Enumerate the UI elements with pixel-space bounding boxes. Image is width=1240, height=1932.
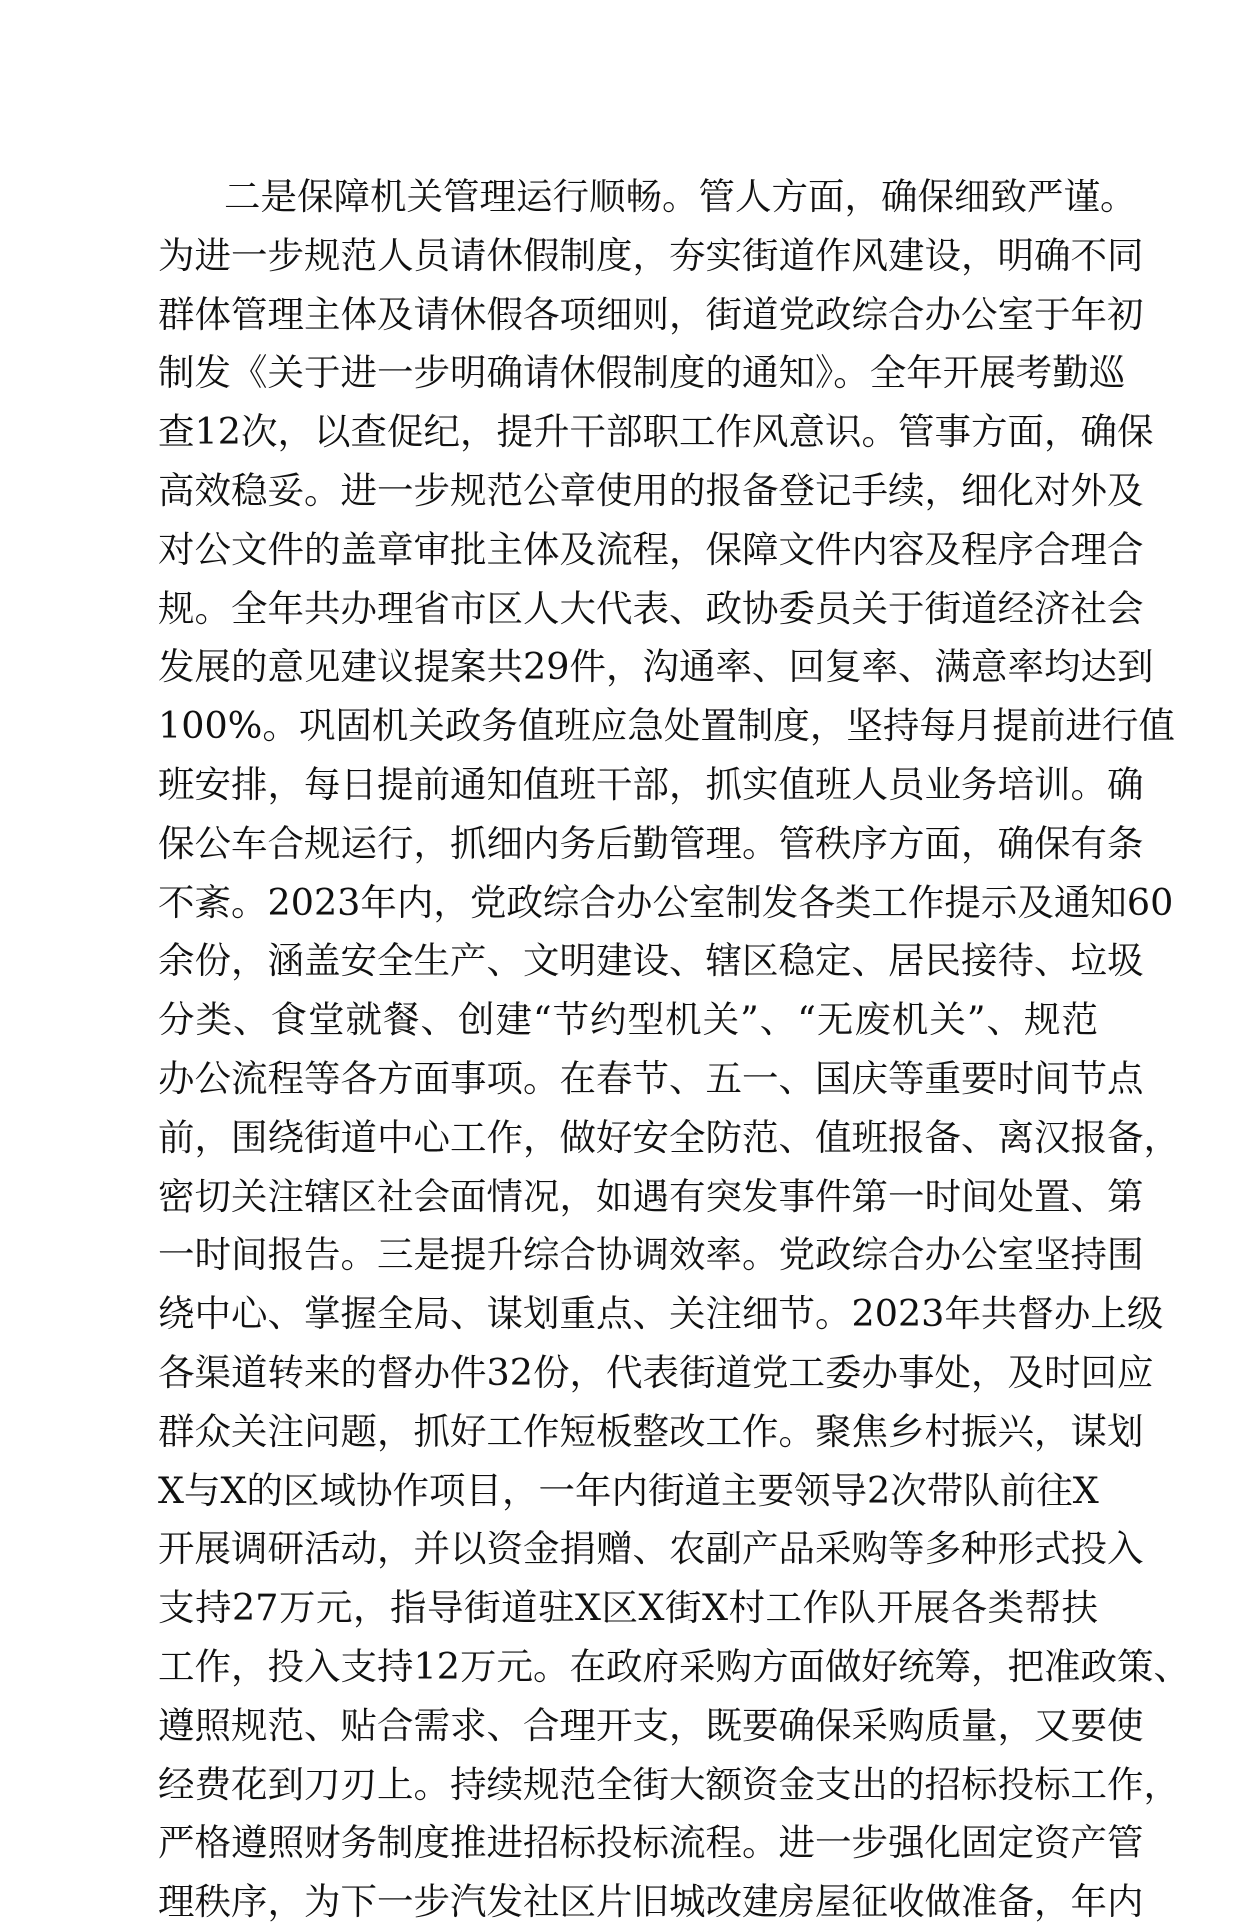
- text-line: 密切关注辖区社会面情况，如遇有突发事件第一时间处置、第: [158, 1174, 1144, 1218]
- text-line: 工作，投入支持12万元。在政府采购方面做好统筹，把准政策、: [158, 1644, 1190, 1688]
- text-line: 为进一步规范人员请休假制度，夯实街道作风建设，明确不同: [158, 233, 1144, 277]
- text-line: 余份，涵盖安全生产、文明建设、辖区稳定、居民接待、垃圾: [158, 939, 1144, 983]
- text-line: 保公车合规运行，抓细内务后勤管理。管秩序方面，确保有条: [158, 821, 1144, 865]
- text-line: 100%。巩固机关政务值班应急处置制度，坚持每月提前进行值: [158, 704, 1175, 748]
- body-paragraph: [158, 168, 1190, 1932]
- text-line: 分类、食堂就餐、创建“节约型机关”、“无废机关”、规范: [158, 998, 1098, 1042]
- text-line: 发展的意见建议提案共29件，沟通率、回复率、满意率均达到: [158, 645, 1154, 689]
- text-line: 群众关注问题，抓好工作短板整改工作。聚焦乡村振兴，谋划: [158, 1409, 1144, 1453]
- text-line: 查12次，以查促纪，提升干部职工作风意识。管事方面，确保: [158, 410, 1154, 454]
- text-line: 制发《关于进一步明确请休假制度的通知》。全年开展考勤巡: [158, 351, 1126, 395]
- text-line: 一时间报告。三是提升综合协调效率。党政综合办公室坚持围: [158, 1233, 1144, 1277]
- text-line: 规。全年共办理省市区人大代表、政协委员关于街道经济社会: [158, 586, 1144, 630]
- text-line: 绕中心、掌握全局、谋划重点、关注细节。2023年共督办上级: [158, 1292, 1164, 1336]
- text-line: 前，围绕街道中心工作，做好安全防范、值班报备、离汉报备，: [158, 1115, 1180, 1159]
- text-line: 二是保障机关管理运行顺畅。管人方面，确保细致严谨。: [224, 175, 1137, 218]
- text-line: 各渠道转来的督办件32份，代表街道党工委办事处，及时回应: [158, 1350, 1154, 1394]
- text-line: 班安排，每日提前通知值班干部，抓实值班人员业务培训。确: [158, 762, 1144, 806]
- text-line: 经费花到刀刃上。持续规范全街大额资金支出的招标投标工作，: [158, 1762, 1180, 1806]
- text-line: 严格遵照财务制度推进招标投标流程。进一步强化固定资产管: [158, 1821, 1144, 1865]
- text-line: 办公流程等各方面事项。在春节、五一、国庆等重要时间节点: [158, 1056, 1144, 1100]
- text-line: 支持27万元，指导街道驻X区X街X村工作队开展各类帮扶: [158, 1586, 1098, 1630]
- text-line: 对公文件的盖章审批主体及流程，保障文件内容及程序合理合: [158, 527, 1144, 571]
- text-line: 遵照规范、贴合需求、合理开支，既要确保采购质量，又要使: [158, 1703, 1144, 1747]
- text-line: 不紊。2023年内，党政综合办公室制发各类工作提示及通知60: [158, 880, 1174, 924]
- text-line: 开展调研活动，并以资金捐赠、农副产品采购等多种形式投入: [158, 1527, 1144, 1571]
- text-line: 群体管理主体及请休假各项细则，街道党政综合办公室于年初: [158, 292, 1144, 336]
- text-line: 理秩序，为下一步汽发社区片旧城改建房屋征收做准备，年内: [158, 1880, 1144, 1924]
- text-line: X与X的区域协作项目，一年内街道主要领导2次带队前往X: [158, 1468, 1099, 1512]
- text-line: 高效稳妥。进一步规范公章使用的报备登记手续，细化对外及: [158, 468, 1144, 512]
